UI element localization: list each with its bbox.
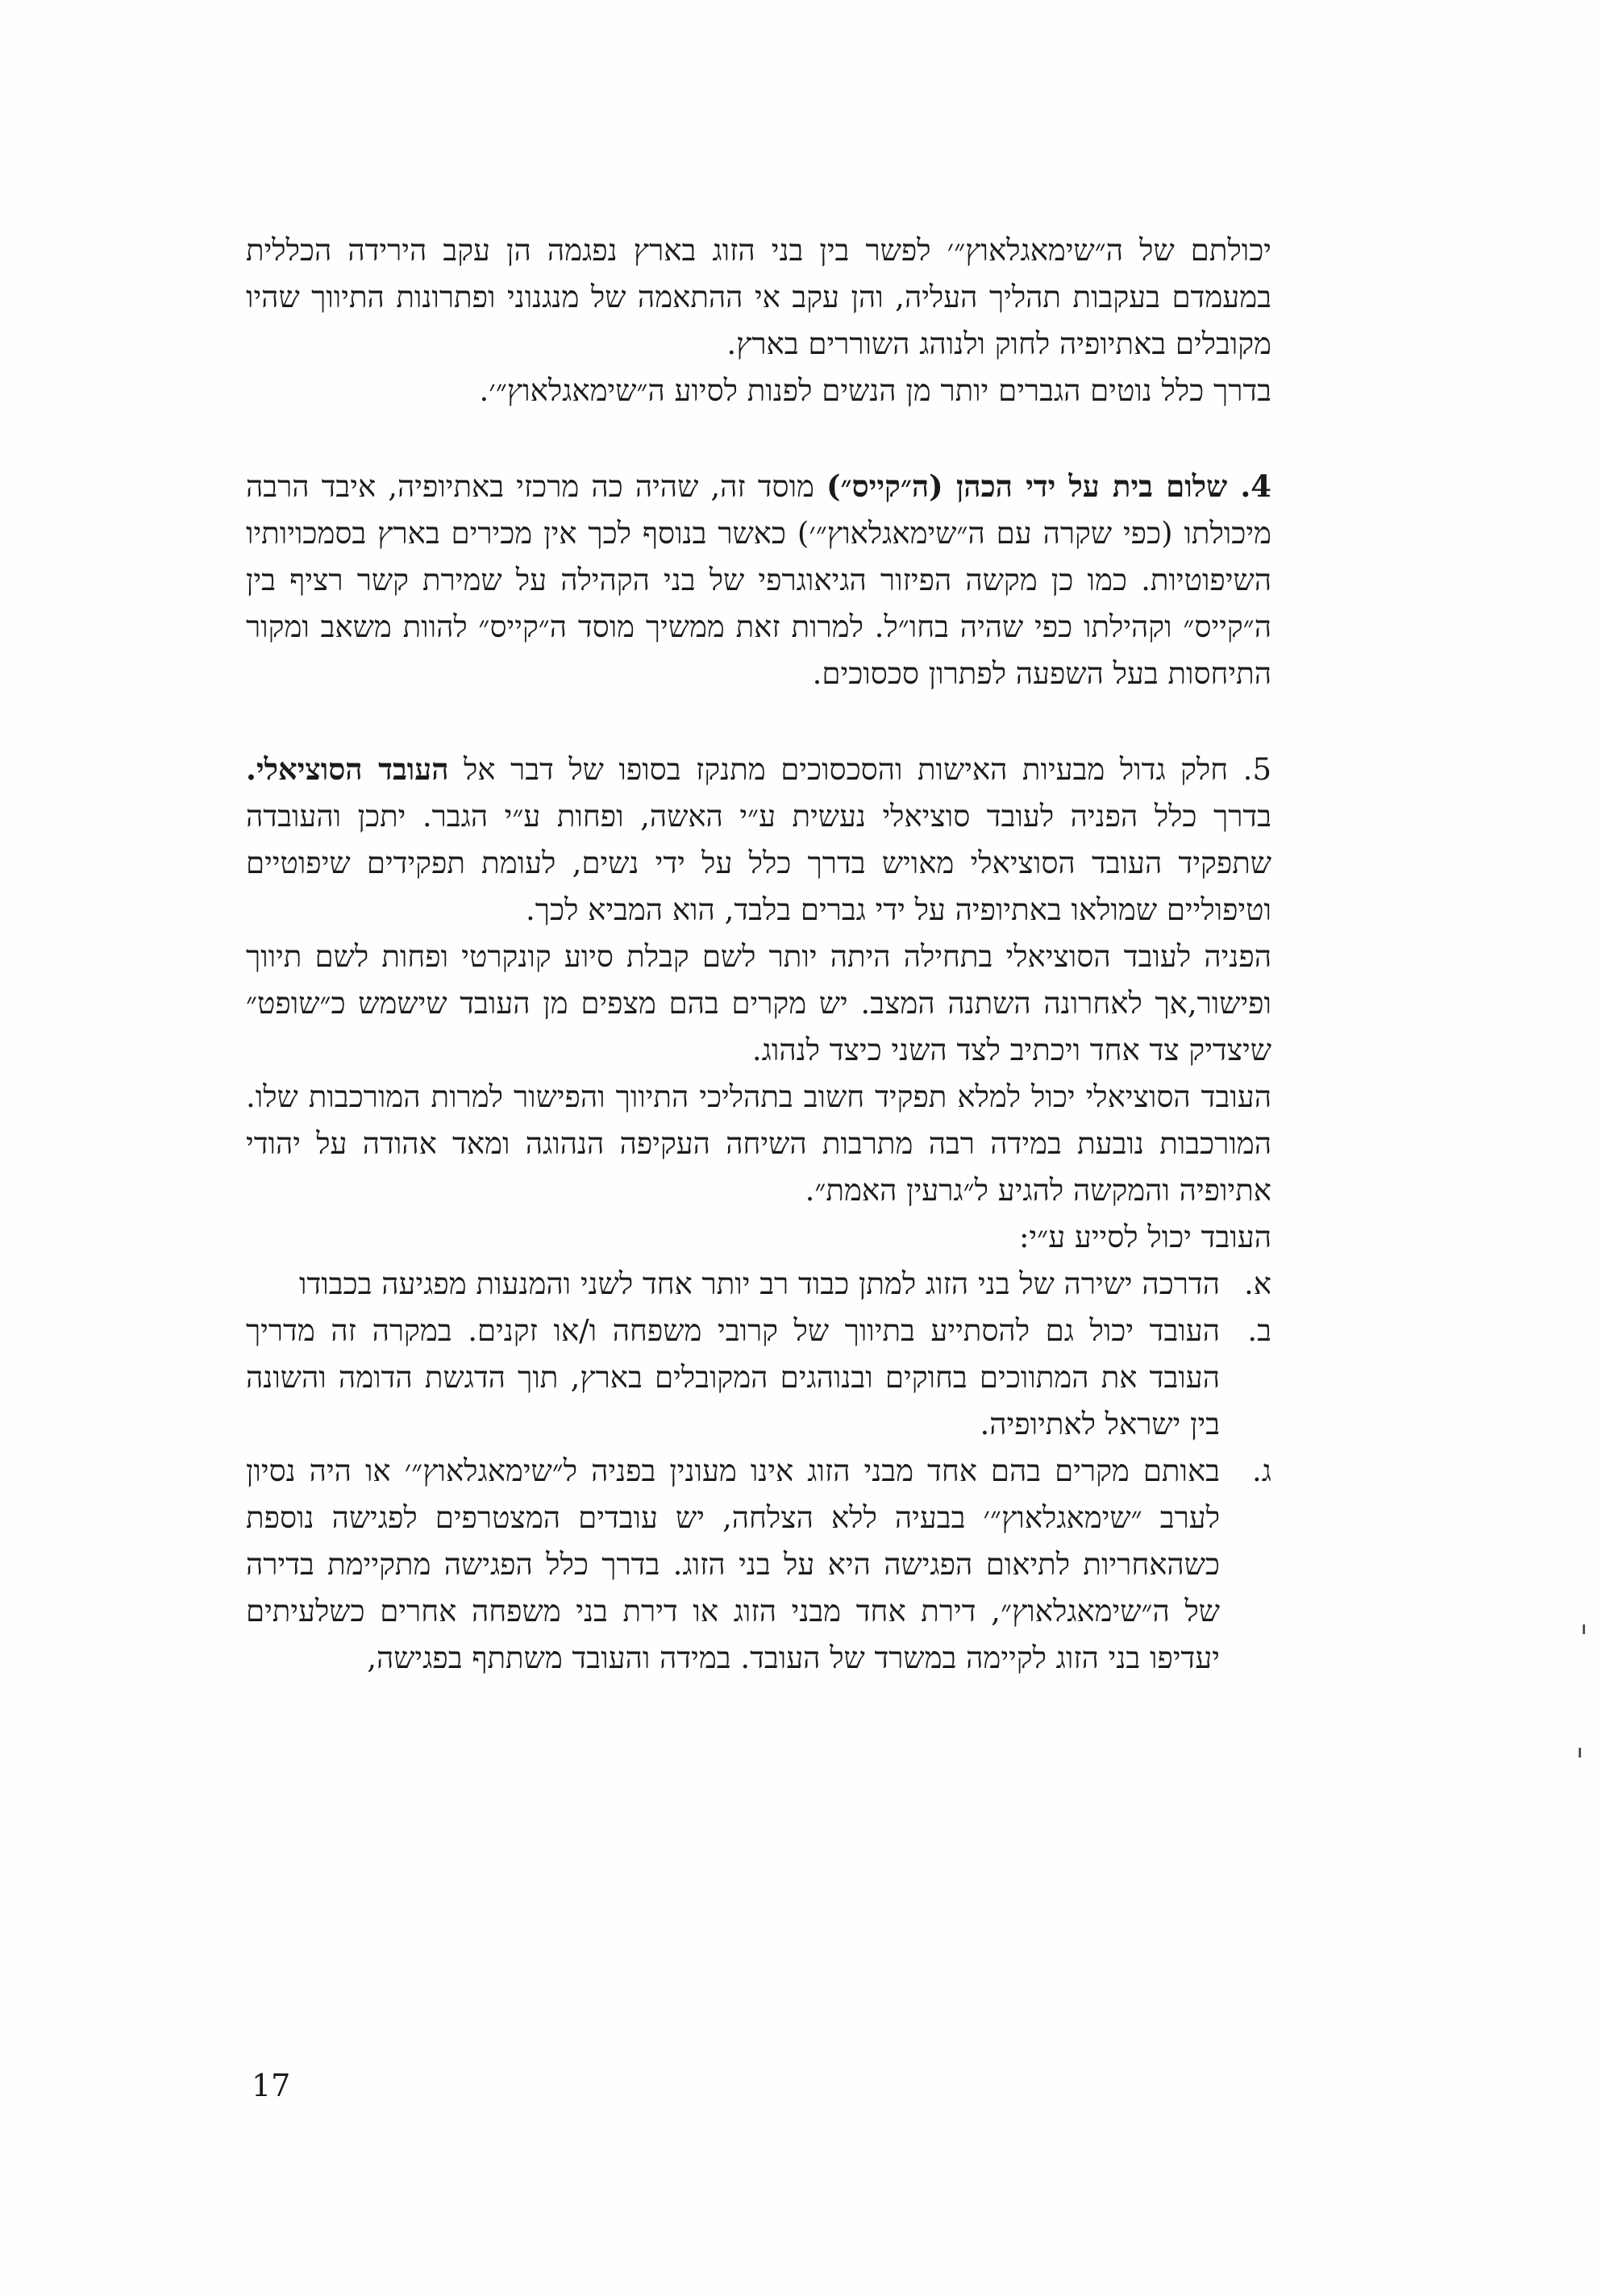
paragraph-1: יכולתם של ה״שימאגלאוץ״׳ לפשר בין בני הזוג בארץ נפגמה הן עקב הירידה הכללית במעמדם בעקבות תהליך העליה, והן עקב אי ההתאמה של מנגנוני ופתרונות התיווך שהיו מקובלים באתיופיה לחוק ולנוהג השוררים בארץ. xyxy=(246,233,1271,361)
list-marker: א. xyxy=(1244,1267,1271,1301)
section-4-text: מוסד זה, שהיה כה מרכזי באתיופיה, איבד הרבה מיכולתו (כפי שקרה עם ה״שימאגלאוץ״׳) כאשר בנוסף לכך אין מכירים בארץ בסמכויותיו השיפוטיות. כמו כן מקשה הפיזור הגיאוגרפי של בני הקהילה על שמירת קשר רציף בין ה״קייס״ וקהילתו כפי שהיה בחו״ל. למרות זאת ממשיך מוסד ה״קייס״ להוות משאב ומקור התיחסות בעל השפעה לפתרון סכסוכים. xyxy=(246,469,1271,691)
section-5-heading: העובד הסוציאלי. xyxy=(246,751,449,787)
list-item-c xyxy=(246,1448,1271,1682)
list-item-text: באותם מקרים בהם אחד מבני הזוג אינו מעונין בפניה ל״שימאגלאוץ״׳ או היה נסיון לערב ״שימאגלאוץ״׳ בבעיה ללא הצלחה, יש עובדים המצטרפים לפגישה נוספת כשהאחריות לתיאום הפגישה היא על בני הזוג. בדרך כלל הפגישה מתקיימת בדירה של ה״שימאגלאוץ״, דירת אחד מבני הזוג או דירת בני משפחה אחרים כשלעיתים יעדיפו בני הזוג לקיימה במשרד של העובד. במידה והעובד משתתף בפגישה, xyxy=(246,1454,1220,1675)
scan-mark xyxy=(1583,1624,1585,1634)
page-number: 17 xyxy=(252,2068,291,2103)
list-item-b xyxy=(246,1308,1271,1448)
list-item-text: הדרכה ישירה של בני הזוג למתן כבוד רב יותר אחד לשני והמנעות מפגיעה בכבודו xyxy=(299,1267,1220,1301)
list-marker: ג. xyxy=(1252,1454,1271,1488)
paragraph-2: בדרך כלל נוטים הגברים יותר מן הנשים לפנות לסיוע ה״שימאגלאוץ״׳. xyxy=(479,373,1271,408)
paragraph-8: העובד יכול לסייע ע״י: xyxy=(1018,1220,1271,1254)
list-item-text: העובד יכול גם להסתייע בתיווך של קרובי משפחה ו/או זקנים. במקרה זה מדריך העובד את המתווכים בחוקים ובנוהגים המקובלים בארץ, תוך הדגשת הדומה והשונה בין ישראל לאתיופיה. xyxy=(246,1313,1220,1441)
paragraph-7: העובד הסוציאלי יכול למלא תפקיד חשוב בתהליכי התיווך והפישור למרות המורכבות שלו. המורכבות נובעת במידה רבה מתרבות השיחה העקיפה הנהוגה ומאד אהודה על יהודי אתיופיה והמקשה להגיע ל״גרעין האמת״. xyxy=(246,1079,1271,1208)
paragraph-gap xyxy=(246,697,1271,746)
section-4-paragraph xyxy=(246,463,1271,697)
section-5-text: בדרך כלל הפניה לעובד סוציאלי נעשית ע״י האשה, ופחות ע״י הגבר. יתכן והעובדה שתפקיד העובד הסוציאלי מאויש בדרך כלל על ידי נשים, לעומת תפקידים שיפוטיים וטיפוליים שמולאו באתיופיה על ידי גברים בלבד, הוא המביא לכך. xyxy=(246,799,1271,927)
paragraph-gap xyxy=(246,414,1271,463)
section-5-intro: 5. חלק גדול מבעיות האישות והסכסוכים מתנקז בסופו של דבר אל xyxy=(448,752,1271,787)
list-marker: ב. xyxy=(1247,1313,1271,1348)
scan-mark xyxy=(1579,1748,1581,1757)
list-item-a xyxy=(246,1261,1271,1308)
body-text xyxy=(246,227,1271,1682)
section-4-heading: 4. שלום בית על ידי הכהן (ה״קייס״) xyxy=(826,468,1272,504)
paragraph-6: הפניה לעובד הסוציאלי בתחילה היתה יותר לשם קבלת סיוע קונקרטי ופחות לשם תיווך ופישור,אך לאחרונה השתנה המצב. יש מקרים בהם מצפים מן העובד שישמש כ״שופט״ שיצדיק צד אחד ויכתיב לצד השני כיצד לנהוג. xyxy=(246,939,1271,1067)
section-5-paragraph xyxy=(246,746,1271,934)
